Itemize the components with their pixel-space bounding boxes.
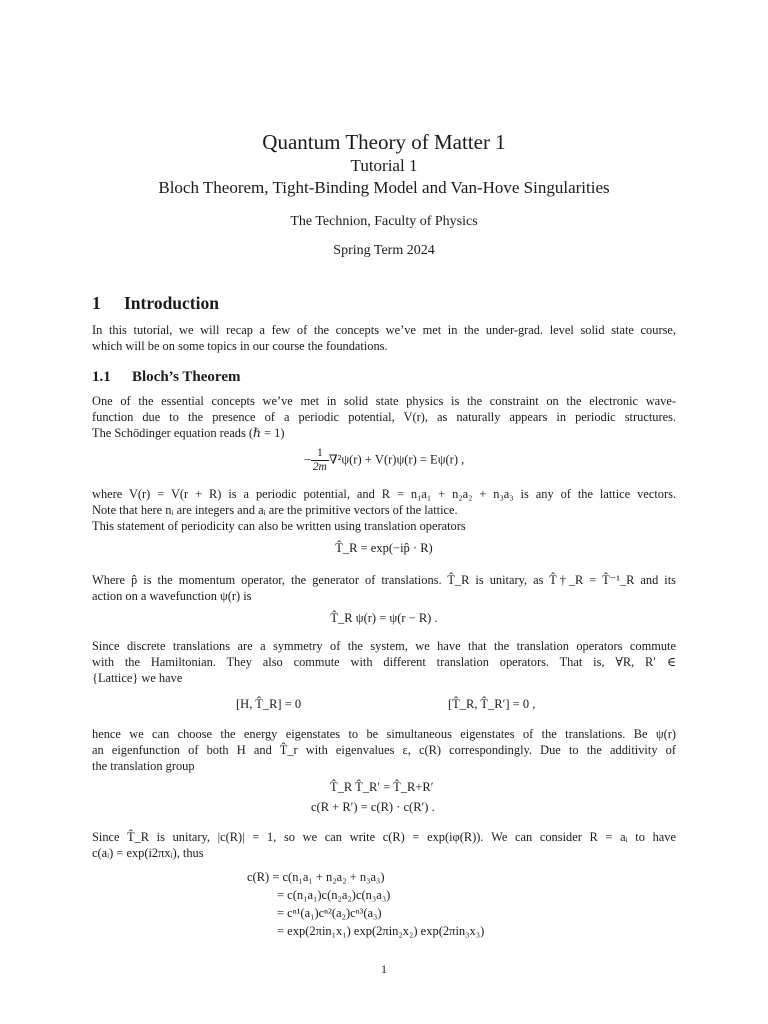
text-line: Where p̂ is the momentum operator, the generator of translations. T̂_R is unitary, as T̂†_R = T̂⁻¹_R and its	[92, 573, 676, 587]
equation-chain-line-2: = c(n₁a₁)c(n₂a₂)c(n₃a₃)	[277, 888, 391, 902]
paragraph-lattice-vectors	[92, 486, 676, 534]
equation-body: ∇²ψ(r) + V(r)ψ(r) = Eψ(r) ,	[328, 452, 465, 467]
text-line: function due to the presence of a periodic potential, V(r), as naturally appears in periodic structures.	[92, 410, 676, 424]
paragraph-symmetry	[92, 638, 676, 686]
section-title: Bloch’s Theorem	[132, 369, 241, 385]
text-line: {Lattice} we have	[92, 671, 183, 685]
equation-commutator-hamiltonian: [H, T̂_R] = 0	[236, 697, 302, 711]
equation-group-operators: T̂_R T̂_R′ = T̂_R+R′	[330, 780, 434, 794]
equation-chain-line-1: c(R) = c(n₁a₁ + n₂a₂ + n₃a₃)	[247, 870, 385, 884]
equation-schrodinger: − $\frac{1}{2m}$ ∇²ψ(r) + V(r)ψ(r) = Eψ(r) ,	[303, 447, 465, 473]
paragraph-periodic-potential	[92, 393, 676, 441]
equation-commutator-translations: [T̂_R, T̂_R′] = 0 ,	[448, 697, 536, 711]
document-title: Quantum Theory of Matter 1	[262, 130, 506, 154]
text-line: where V(r) = V(r + R) is a periodic potential, and R = n₁a₁ + n₂a₂ + n₃a₃ is any of the lattice vectors.	[92, 487, 676, 501]
equation-chain-line-3: = cⁿ¹(a₁)cⁿ²(a₂)cⁿ³(a₃)	[277, 906, 382, 920]
section-number: 1.1	[92, 369, 111, 385]
text-line: Note that here nᵢ are integers and aᵢ are the primitive vectors of the lattice.	[92, 503, 458, 517]
equation-chain-line-4: = exp(2πin₁x₁) exp(2πin₂x₂) exp(2πin₃x₃)	[277, 924, 485, 938]
term: Spring Term 2024	[333, 243, 435, 258]
text-line: hence we can choose the energy eigenstates to be simultaneous eigenstates of the translations. Be ψ(r)	[92, 727, 676, 741]
paragraph-momentum-operator	[92, 572, 676, 604]
section-number: 1	[92, 293, 101, 313]
fraction-one-over-2m: $\frac{1}{2m}$	[312, 447, 327, 473]
text-line: The Schödinger equation reads (ℏ = 1)	[92, 426, 285, 440]
text-line: an eigenfunction of both H and T̂_r with eigenvalues ε, c(R) correspondingly. Due to the additivity of	[92, 743, 676, 757]
text-line: with the Hamiltonian. They also commute with different translation operators. That is, ∀R, R′ ∈	[92, 655, 676, 669]
paragraph-eigenstates	[92, 726, 676, 774]
affiliation: The Technion, Faculty of Physics	[290, 214, 478, 229]
document-topic: Bloch Theorem, Tight-Binding Model and Van-Hove Singularities	[158, 178, 610, 197]
page-number: 1	[381, 962, 387, 976]
intro-paragraph	[92, 322, 676, 354]
section-title: Introduction	[124, 293, 219, 313]
section-heading-bloch-theorem	[92, 369, 240, 386]
text-line: Since T̂_R is unitary, |c(R)| = 1, so we can write c(R) = exp(iφ(R)). We can consider R = aᵢ to have	[92, 830, 676, 844]
text-line: which will be on some topics in our course the foundations.	[92, 339, 388, 353]
paragraph-unitary	[92, 829, 676, 861]
text-line: In this tutorial, we will recap a few of the concepts we’ve met in the under-grad. level solid state course,	[92, 323, 676, 337]
section-heading-introduction	[92, 293, 219, 314]
text-line: the translation group	[92, 759, 195, 773]
text-line: Since discrete translations are a symmetry of the system, we have that the translation operators commute	[92, 639, 676, 653]
text-line: One of the essential concepts we’ve met in solid state physics is the constraint on the electronic wave-	[92, 394, 676, 408]
equation-group-eigenvalues: c(R + R′) = c(R) · c(R′) .	[311, 800, 435, 814]
text-line: c(aᵢ) = exp(i2πxᵢ), thus	[92, 846, 204, 860]
text-line: action on a wavefunction ψ(r) is	[92, 589, 252, 603]
equation-translation-action: T̂_R ψ(r) = ψ(r − R) .	[330, 611, 438, 625]
equation-translation-operator: T̂_R = exp(−ip̂ · R)	[335, 541, 433, 555]
text-line: This statement of periodicity can also be written using translation operators	[92, 519, 466, 533]
document-subtitle: Tutorial 1	[350, 156, 418, 175]
